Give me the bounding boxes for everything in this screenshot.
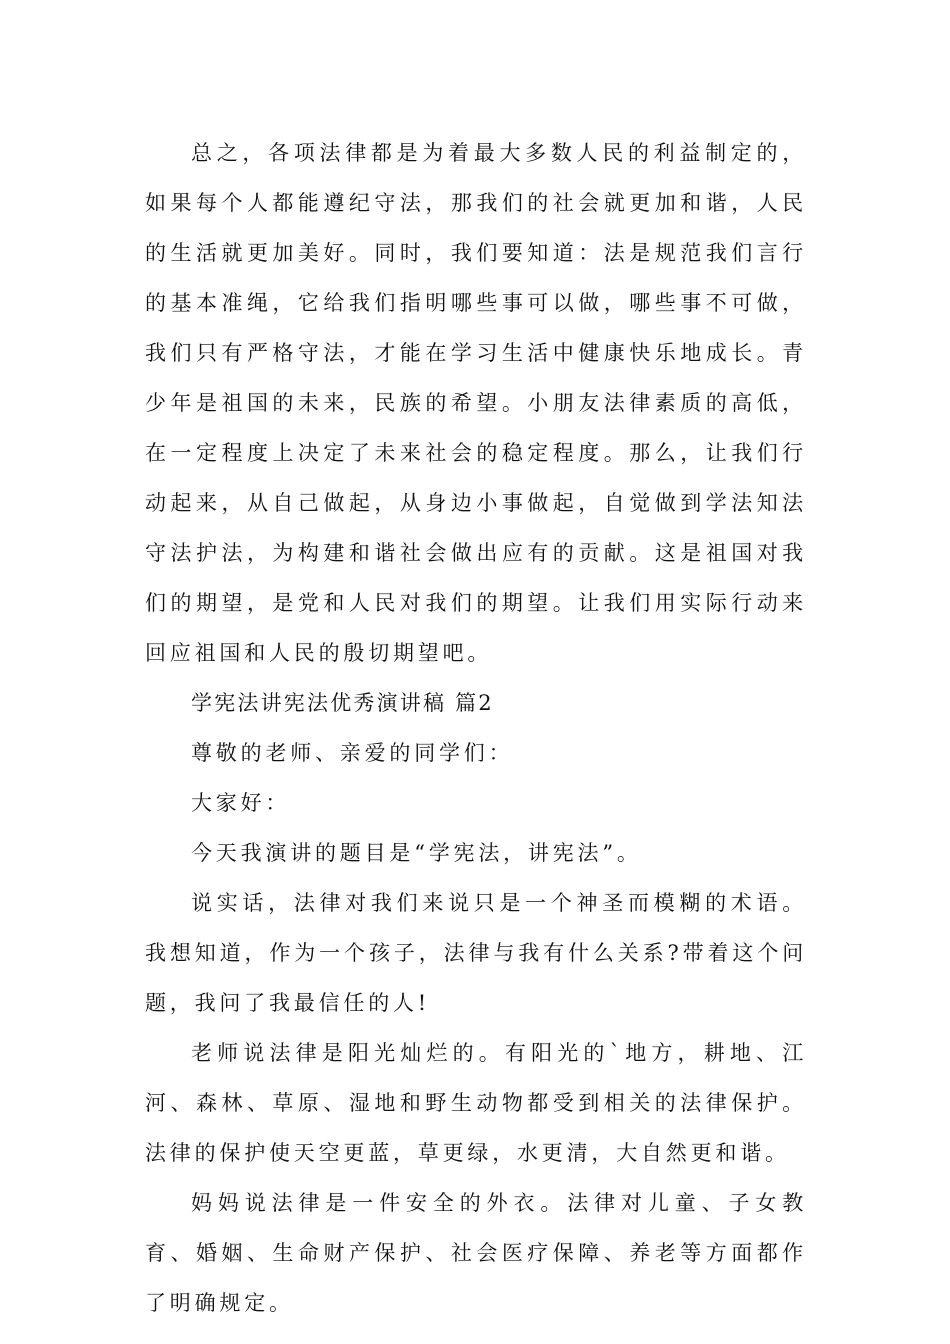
paragraph-teacher: 老师说法律是阳光灿烂的。有阳光的`地方，耕地、江河、森林、草原、湿地和野生动物都受到相关的法律保护。法律的保护使天空更蓝，草更绿，水更清，大自然更和谐。	[145, 1041, 807, 1165]
paragraph-mother: 妈妈说法律是一件安全的外衣。法律对儿童、子女教育、婚姻、生命财产保护、社会医疗保障、养老等方面都作了明确规定。	[145, 1191, 807, 1315]
paragraph-conclusion: 总之，各项法律都是为着最大多数人民的利益制定的，如果每个人都能遵纪守法，那我们的社会就更加和谐，人民的生活就更加美好。同时，我们要知道：法是规范我们言行的基本准绳，它给我们指明哪些事可以做，哪些事不可做，我们只有严格守法，才能在学习生活中健康快乐地成长。青少年是祖国的未来，民族的希望。小朋友法律素质的高低，在一定程度上决定了未来社会的稳定程度。那么，让我们行动起来，从自己做起，从身边小事做起，自觉做到学法知法守法护法，为构建和谐社会做出应有的贡献。这是祖国对我们的期望，是党和人民对我们的期望。让我们用实际行动来回应祖国和人民的殷切期望吧。	[145, 141, 807, 665]
document-body	[145, 128, 807, 1328]
section-heading: 学宪法讲宪法优秀演讲稿 篇2	[191, 691, 494, 715]
speech-topic: 今天我演讲的题目是“学宪法，讲宪法”。	[191, 841, 642, 865]
greeting: 大家好：	[191, 791, 291, 815]
salutation: 尊敬的老师、亲爱的同学们：	[191, 741, 514, 765]
paragraph-intro: 说实话，法律对我们来说只是一个神圣而模糊的术语。我想知道，作为一个孩子，法律与我有什么关系?带着这个问题，我问了我最信任的人!	[145, 891, 807, 1015]
